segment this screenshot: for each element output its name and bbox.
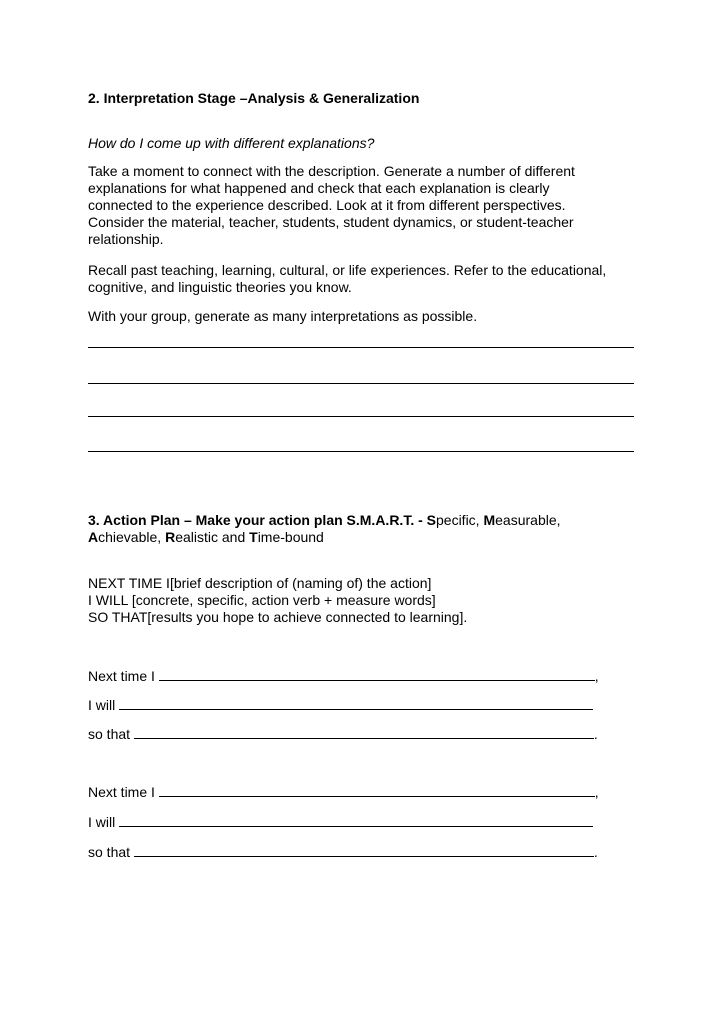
next-time-row-2 bbox=[88, 784, 599, 801]
so-that-field[interactable] bbox=[134, 726, 594, 739]
answer-line-3[interactable] bbox=[88, 416, 634, 417]
section-2-heading: 2. Interpretation Stage –Analysis & Generalization bbox=[88, 90, 420, 106]
next-time-field[interactable] bbox=[159, 668, 595, 681]
i-will-row-1 bbox=[88, 697, 593, 714]
so-that-label: so that bbox=[88, 844, 131, 860]
so-that-label: so that bbox=[88, 726, 131, 742]
section-2-paragraph-2 bbox=[88, 262, 606, 296]
section-3-heading-line-2 bbox=[88, 529, 561, 546]
so-that-row-2 bbox=[88, 844, 598, 861]
instruction-line: NEXT TIME I[brief description of (naming of) the action] bbox=[88, 575, 432, 591]
letter-r: R bbox=[165, 529, 176, 545]
section-2-question: How do I come up with different explanations? bbox=[88, 135, 375, 151]
i-will-label: I will bbox=[88, 814, 116, 830]
answer-line-1[interactable] bbox=[88, 347, 634, 348]
i-will-label: I will bbox=[88, 697, 116, 713]
heading-prefix: 3. Action Plan – Make your action plan S.M.A.R.T. - bbox=[88, 512, 427, 528]
section-3-heading bbox=[88, 512, 561, 546]
period: . bbox=[593, 844, 598, 860]
word-measurable: easurable, bbox=[495, 512, 561, 528]
answer-line-2[interactable] bbox=[88, 383, 634, 384]
i-will-field[interactable] bbox=[119, 697, 593, 710]
word-realistic: ealistic and bbox=[175, 529, 250, 545]
period: . bbox=[593, 726, 598, 742]
word-achievable: chievable, bbox=[98, 529, 166, 545]
so-that-field[interactable] bbox=[134, 844, 594, 857]
paragraph-line: Take a moment to connect with the description. Generate a number of different bbox=[88, 163, 575, 179]
paragraph-line: connected to the experience described. Look at it from different perspectives. bbox=[88, 197, 566, 213]
word-specific: pecific, bbox=[436, 512, 484, 528]
letter-t: T bbox=[249, 529, 258, 545]
section-2-paragraph-1 bbox=[88, 163, 575, 248]
instruction-line: SO THAT[results you hope to achieve connected to learning]. bbox=[88, 609, 468, 625]
paragraph-line: cognitive, and linguistic theories you know. bbox=[88, 279, 352, 295]
instruction-line: I WILL [concrete, specific, action verb + measure words] bbox=[88, 592, 436, 608]
letter-s: S bbox=[426, 512, 436, 528]
comma: , bbox=[594, 784, 599, 800]
paragraph-line: explanations for what happened and check that each explanation is clearly bbox=[88, 180, 550, 196]
section-2-paragraph-3: With your group, generate as many interpretations as possible. bbox=[88, 308, 478, 324]
next-time-label: Next time I bbox=[88, 784, 155, 800]
next-time-row-1 bbox=[88, 668, 599, 685]
comma: , bbox=[594, 668, 599, 684]
next-time-label: Next time I bbox=[88, 668, 155, 684]
answer-line-4[interactable] bbox=[88, 451, 634, 452]
word-time-bound: ime-bound bbox=[257, 529, 324, 545]
i-will-row-2 bbox=[88, 814, 593, 831]
section-3-instructions bbox=[88, 575, 467, 626]
paragraph-line: Recall past teaching, learning, cultural, or life experiences. Refer to the educational, bbox=[88, 262, 607, 278]
i-will-field[interactable] bbox=[119, 814, 593, 827]
paragraph-line: Consider the material, teacher, students, student dynamics, or student-teacher bbox=[88, 214, 574, 230]
paragraph-line: relationship. bbox=[88, 231, 164, 247]
so-that-row-1 bbox=[88, 726, 598, 743]
letter-m: M bbox=[483, 512, 496, 528]
section-3-heading-line-1 bbox=[88, 512, 561, 529]
next-time-field[interactable] bbox=[159, 784, 595, 797]
letter-a: A bbox=[88, 529, 99, 545]
